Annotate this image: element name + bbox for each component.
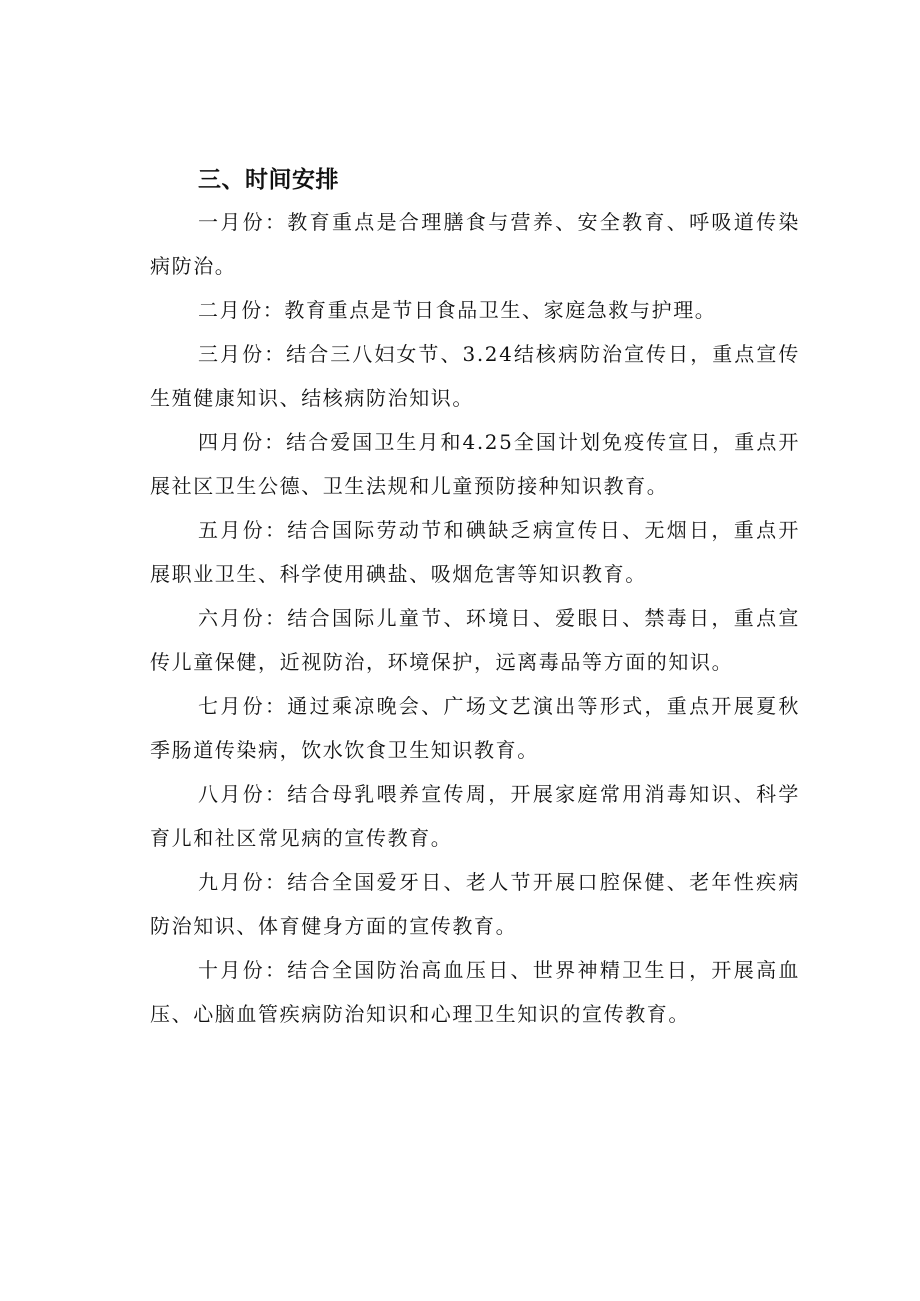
paragraph-july: 七月份：通过乘凉晚会、广场文艺演出等形式，重点开展夏秋季肠道传染病，饮水饮食卫生知识教育。 — [150, 694, 800, 762]
paragraph-may: 五月份：结合国际劳动节和碘缺乏病宣传日、无烟日，重点开展职业卫生、科学使用碘盐、吸烟危害等知识教育。 — [150, 518, 800, 586]
paragraph-january: 一月份：教育重点是合理膳食与营养、安全教育、呼吸道传染病防治。 — [150, 210, 800, 278]
document-body — [150, 160, 800, 1036]
paragraph-october: 十月份：结合全国防治高血压日、世界神精卫生日，开展高血压、心脑血管疾病防治知识和心理卫生知识的宣传教育。 — [150, 958, 800, 1026]
paragraph-june: 六月份：结合国际儿童节、环境日、爱眼日、禁毒日，重点宣传儿童保健，近视防治，环境保护，远离毒品等方面的知识。 — [150, 606, 800, 674]
paragraph-march: 三月份：结合三八妇女节、3.24结核病防治宣传日，重点宣传生殖健康知识、结核病防治知识。 — [150, 342, 800, 410]
paragraph-april: 四月份：结合爱国卫生月和4.25全国计划免疫传宣日，重点开展社区卫生公德、卫生法规和儿童预防接种知识教育。 — [150, 430, 800, 498]
section-title: 三、时间安排 — [198, 167, 339, 193]
paragraph-february: 二月份：教育重点是节日食品卫生、家庭急救与护理。 — [198, 298, 717, 322]
paragraph-august: 八月份：结合母乳喂养宣传周，开展家庭常用消毒知识、科学育儿和社区常见病的宣传教育。 — [150, 782, 800, 850]
paragraph-september: 九月份：结合全国爱牙日、老人节开展口腔保健、老年性疾病防治知识、体育健身方面的宣传教育。 — [150, 870, 800, 938]
